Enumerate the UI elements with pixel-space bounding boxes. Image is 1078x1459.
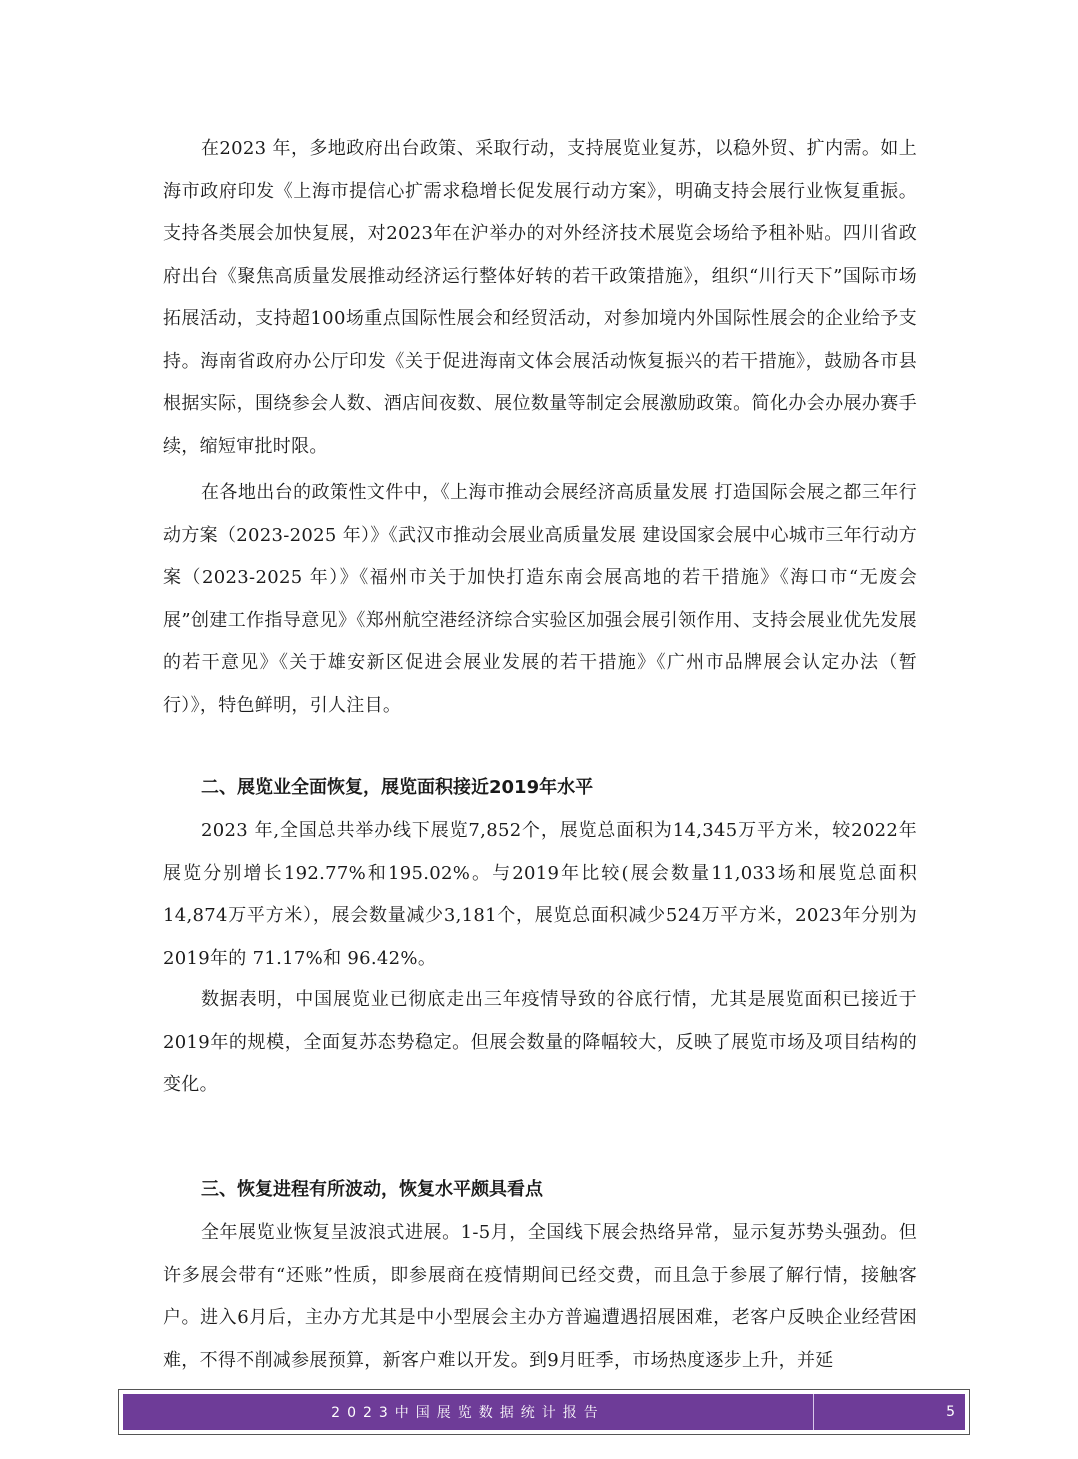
paragraph-recovery-progress: 全年展览业恢复呈波浪式进展。1-5月，全国线下展会热络异常，显示复苏势头强劲。但许多展会带有“还账”性质，即参展商在疫情期间已经交费，而且急于参展了解行情，接触客户。进入6月后，主办方尤其是中小型展会主办方普遍遭遇招展困难，老客户反映企业经营困难，不得不削减参展预算，新客户难以开发。到9月旺季，市场热度逐步上升，并延	[163, 1222, 917, 1371]
footer-report-title: 2023中国展览数据统计报告	[331, 1405, 605, 1421]
paragraph-exhibition-statistics: 2023 年,全国总共举办线下展览7,852个，展览总面积为14,345万平方米，较2022年展览分别增长192.77%和195.02%。与2019年比较(展会数量11,033场和展览总面积14,874万平方米），展会数量减少3,181个，展览总面积减少524万平方米，2023年分别为2019年的 71.17%和 96.42%。	[163, 820, 917, 969]
footer-bar	[123, 1394, 965, 1430]
page-number: 5	[946, 1404, 955, 1420]
section-heading-fluctuation: 三、恢复进程有所波动，恢复水平颇具看点	[201, 1179, 543, 1200]
paragraph-policy-support: 在2023 年，多地政府出台政策、采取行动，支持展览业复苏，以稳外贸、扩内需。如上海市政府印发《上海市提信心扩需求稳增长促发展行动方案》，明确支持会展行业恢复重振。支持各类展会加快复展，对2023年在沪举办的对外经济技术展览会场给予租补贴。四川省政府出台《聚焦高质量发展推动经济运行整体好转的若干政策措施》，组织“川行天下”国际市场拓展活动，支持超100场重点国际性展会和经贸活动，对参加境内外国际性展会的企业给予支持。海南省政府办公厅印发《关于促进海南文体会展活动恢复振兴的若干措施》，鼓励各市县根据实际，围绕参会人数、酒店间夜数、展位数量等制定会展激励政策。简化办会办展办赛手续，缩短审批时限。	[163, 138, 917, 457]
section-heading-recovery: 二、展览业全面恢复，展览面积接近2019年水平	[201, 777, 594, 798]
paragraph-policy-documents: 在各地出台的政策性文件中，《上海市推动会展经济高质量发展 打造国际会展之都三年行动方案（2023-2025 年）》《武汉市推动会展业高质量发展 建设国家会展中心城市三年行动方案（2023-2025 年）》《福州市关于加快打造东南会展高地的若干措施》《海口市“无废会展”创建工作指导意见》《郑州航空港经济综合实验区加强会展引领作用、支持会展业优先发展的若干意见》《关于雄安新区促进会展业发展的若干措施》《广州市品牌展会认定办法（暂行）》，特色鲜明，引人注目。	[163, 482, 917, 716]
paragraph-data-analysis: 数据表明，中国展览业已彻底走出三年疫情导致的谷底行情，尤其是展览面积已接近于2019年的规模，全面复苏态势稳定。但展会数量的降幅较大，反映了展览市场及项目结构的变化。	[163, 989, 917, 1095]
page-footer	[118, 1389, 970, 1435]
